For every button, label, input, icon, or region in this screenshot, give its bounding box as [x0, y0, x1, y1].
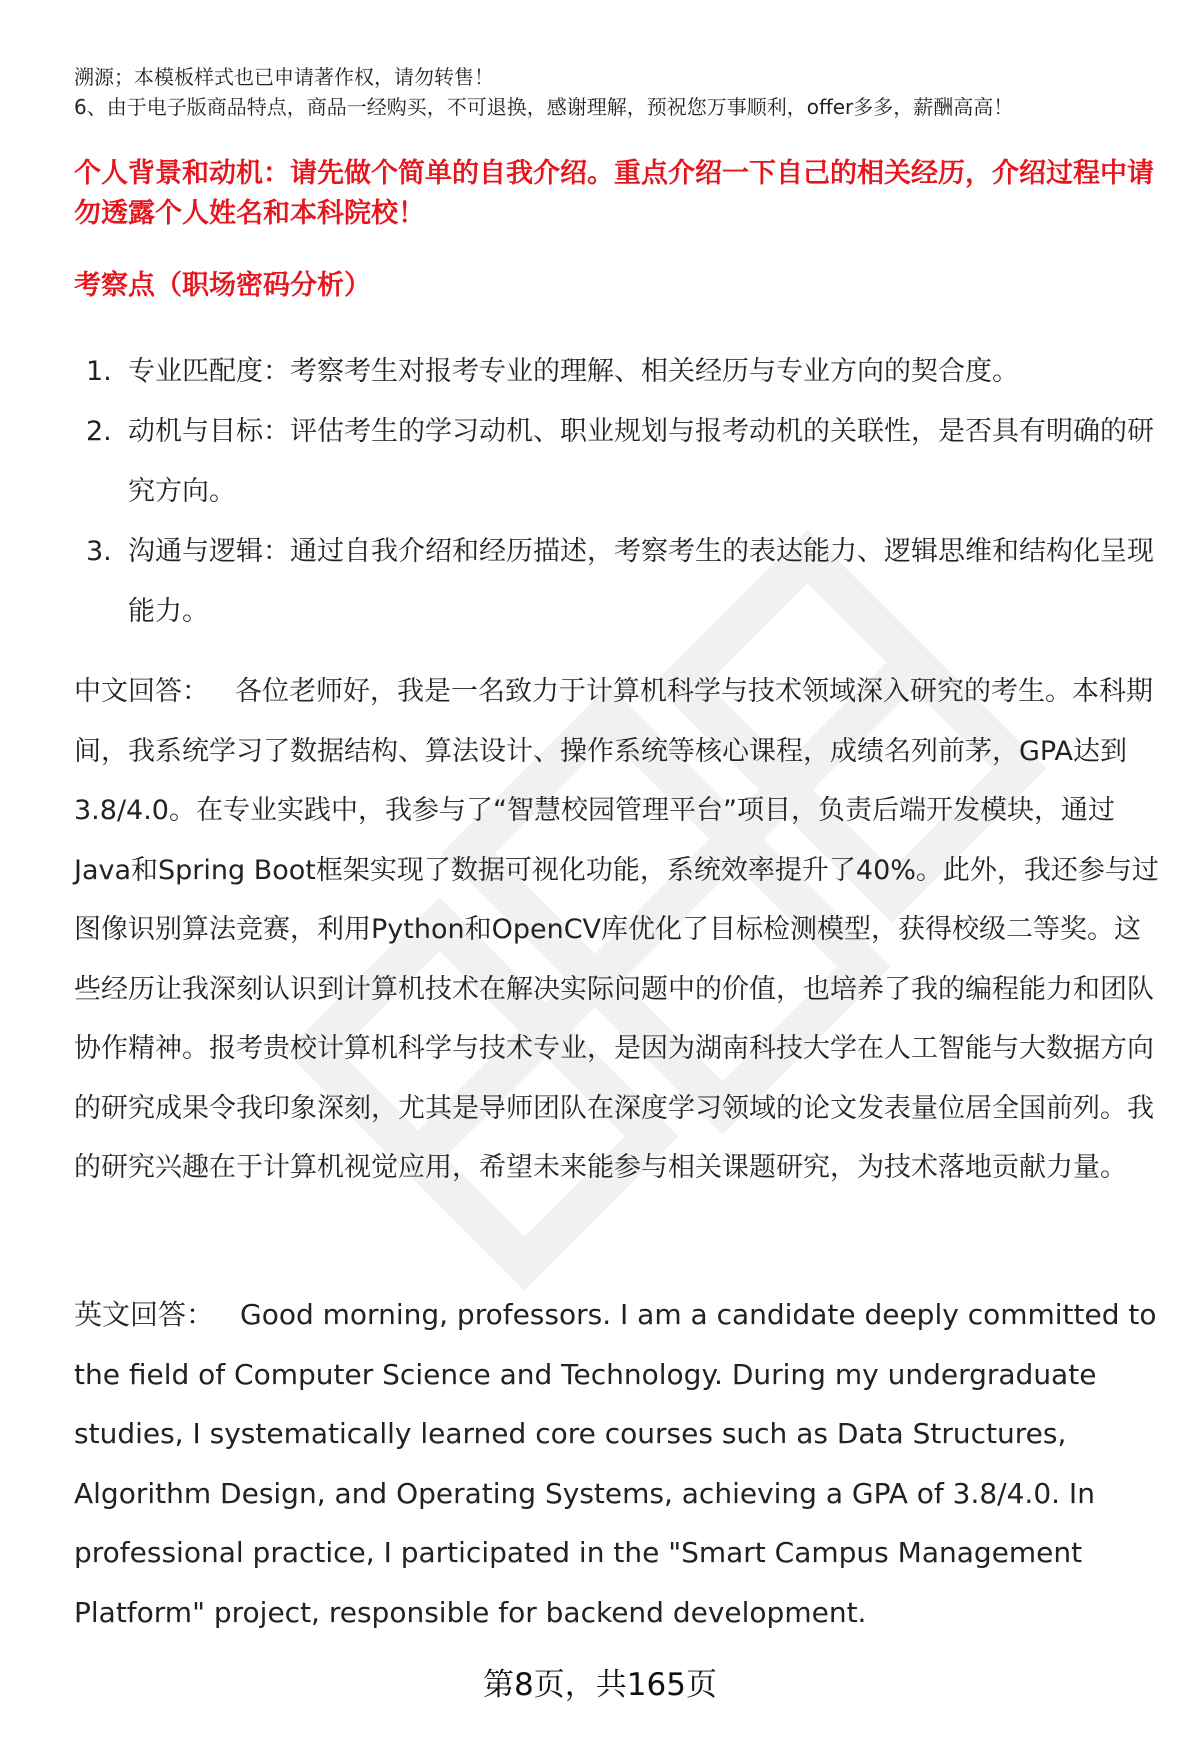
question-title: 个人背景和动机：请先做个简单的自我介绍。重点介绍一下自己的相关经历，介绍过程中请勿透露个人姓名和本科院校！ [74, 158, 1154, 229]
assessment-points-list [74, 342, 1154, 642]
list-item-number: 2. [86, 416, 112, 447]
list-item-text: 沟通与逻辑：通过自我介绍和经历描述，考察考生的表达能力、逻辑思维和结构化呈现能力。 [128, 536, 1154, 627]
chinese-answer-text: 各位老师好，我是一名致力于计算机科学与技术领域深入研究的考生。本科期间，我系统学习了数据结构、算法设计、操作系统等核心课程，成绩名列前茅，GPA达到3.8/4.0。在专业实践中，我参与了“智慧校园管理平台”项目，负责后端开发模块，通过Java和Spring Boot框架实现了数据可视化功能，系统效率提升了40%。此外，我还参与过图像识别算法竞赛，利用Python和OpenCV库优化了目标检测模型，获得校级二等奖。这些经历让我深刻认识到计算机技术在解决实际问题中的价值，也培养了我的编程能力和团队协作精神。报考贵校计算机科学与技术专业，是因为湖南科技大学在人工智能与大数据方向的研究成果令我印象深刻，尤其是导师团队在深度学习领域的论文发表量位居全国前列。我的研究兴趣在于计算机视觉应用，希望未来能参与相关课题研究，为技术落地贡献力量。 [74, 676, 1159, 1183]
list-item-number: 1. [86, 356, 112, 387]
notice-line-1: 溯源；本模板样式也已申请著作权，请勿转售！ [74, 65, 494, 89]
chinese-answer-label: 中文回答： [74, 676, 209, 707]
list-item [74, 402, 1154, 522]
english-answer [74, 1285, 1160, 1642]
page-number: 第8页，共165页 [483, 1667, 717, 1703]
chinese-answer [74, 662, 1160, 1198]
english-answer-label: 英文回答： [74, 1298, 215, 1331]
list-item-text: 动机与目标：评估考生的学习动机、职业规划与报考动机的关联性，是否具有明确的研究方向。 [128, 416, 1154, 507]
list-item [74, 522, 1154, 642]
assessment-heading: 考察点（职场密码分析） [74, 270, 371, 301]
list-item-text: 专业匹配度：考察考生对报考专业的理解、相关经历与专业方向的契合度。 [128, 356, 1019, 387]
notice-line-2: 6、由于电子版商品特点，商品一经购买，不可退换，感谢理解，预祝您万事顺利，offer多多，薪酬高高！ [74, 95, 1014, 119]
english-answer-text: Good morning, professors. I am a candidate deeply committed to the field of Computer Science and Technology. During my undergraduate studies, I systematically learned core courses such as Data Structures, Algorithm Design, and Operating Systems, achieving a GPA of 3.8/4.0. In professional practice, I participated in the "Smart Campus Management Platform" project, responsible for backend development. [74, 1298, 1157, 1629]
list-item-number: 3. [86, 536, 112, 567]
list-item [74, 342, 1154, 402]
